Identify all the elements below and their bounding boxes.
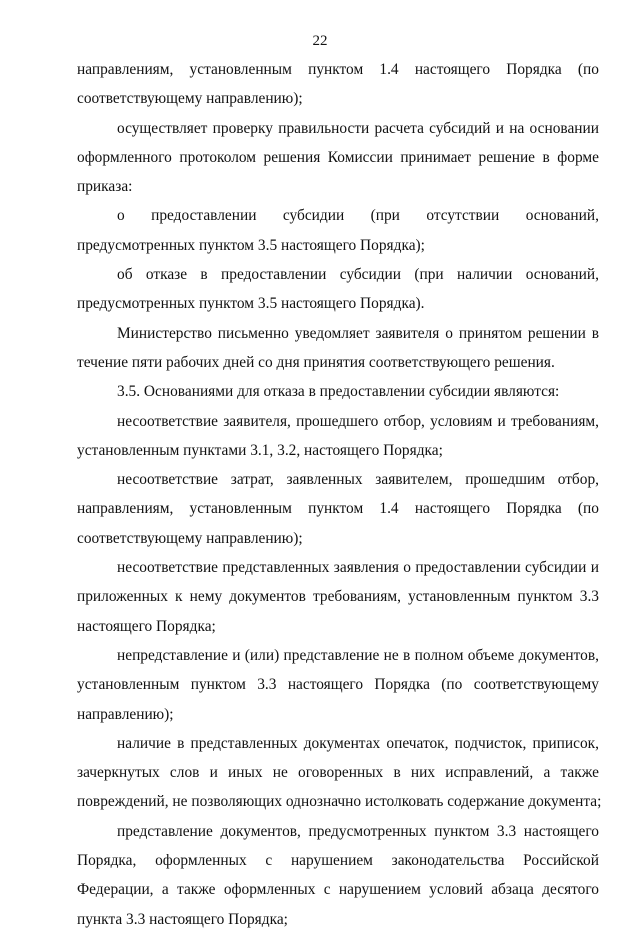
document-body xyxy=(77,55,602,934)
text-line: наличие в представленных документах опечаток, подчисток, приписок, xyxy=(117,734,599,752)
text-line: направлениям, установленным пунктом 1.4 настоящего Порядка (по xyxy=(77,61,599,78)
text-line: повреждений, не позволяющих однозначно истолковать содержание документа; xyxy=(77,793,602,811)
text-line: соответствующему направлению); xyxy=(77,90,303,108)
text-line: представление документов, предусмотренных пунктом 3.3 настоящего xyxy=(117,822,599,840)
text-line: установленным пунктом 3.3 настоящего Порядка (по соответствующему xyxy=(77,676,599,694)
text-line: несоответствие заявителя, прошедшего отбор, условиям и требованиям, xyxy=(117,412,599,430)
text-line: течение пяти рабочих дней со дня принятия соответствующего решения. xyxy=(77,353,555,371)
text-line: о предоставлении субсидии (при отсутствии оснований, xyxy=(117,207,599,225)
text-line: 3.5. Основаниями для отказа в предоставлении субсидии являются: xyxy=(117,383,560,401)
text-line: Министерство письменно уведомляет заявителя о принятом решении в xyxy=(117,324,599,342)
text-line: приложенных к нему документов требованиям, установленным пунктом 3.3 xyxy=(77,588,599,606)
text-line: Порядка, оформленных с нарушением законодательства Российской xyxy=(77,852,599,870)
text-line: предусмотренных пунктом 3.5 настоящего Порядка). xyxy=(77,295,425,313)
text-line: пункта 3.3 настоящего Порядка; xyxy=(77,910,288,928)
text-line: предусмотренных пунктом 3.5 настоящего Порядка); xyxy=(77,236,425,254)
text-line: установленным пунктами 3.1, 3.2, настоящего Порядка; xyxy=(77,441,443,459)
text-line: настоящего Порядка; xyxy=(77,617,216,635)
text-line: несоответствие затрат, заявленных заявителем, прошедшим отбор, xyxy=(117,471,599,489)
text-line: направлению); xyxy=(77,705,174,723)
text-line: об отказе в предоставлении субсидии (при наличии оснований, xyxy=(117,266,599,284)
text-line: направлениям, установленным пунктом 1.4 настоящего Порядка (по xyxy=(77,500,599,518)
text-line: приказа: xyxy=(77,178,133,196)
text-line: оформленного протоколом решения Комиссии принимает решение в форме xyxy=(77,148,599,166)
text-line: соответствующему направлению); xyxy=(77,529,303,547)
page-number: 22 xyxy=(312,33,328,49)
text-line: осуществляет проверку правильности расчета субсидий и на основании xyxy=(117,119,599,137)
text-line: непредставление и (или) представление не в полном объеме документов, xyxy=(117,646,599,664)
text-line: зачеркнутых слов и иных не оговоренных в них исправлений, а также xyxy=(77,764,599,782)
text-line: Федерации, а также оформленных с нарушением условий абзаца десятого xyxy=(77,881,599,899)
text-line: несоответствие представленных заявления о предоставлении субсидии и xyxy=(117,559,599,577)
